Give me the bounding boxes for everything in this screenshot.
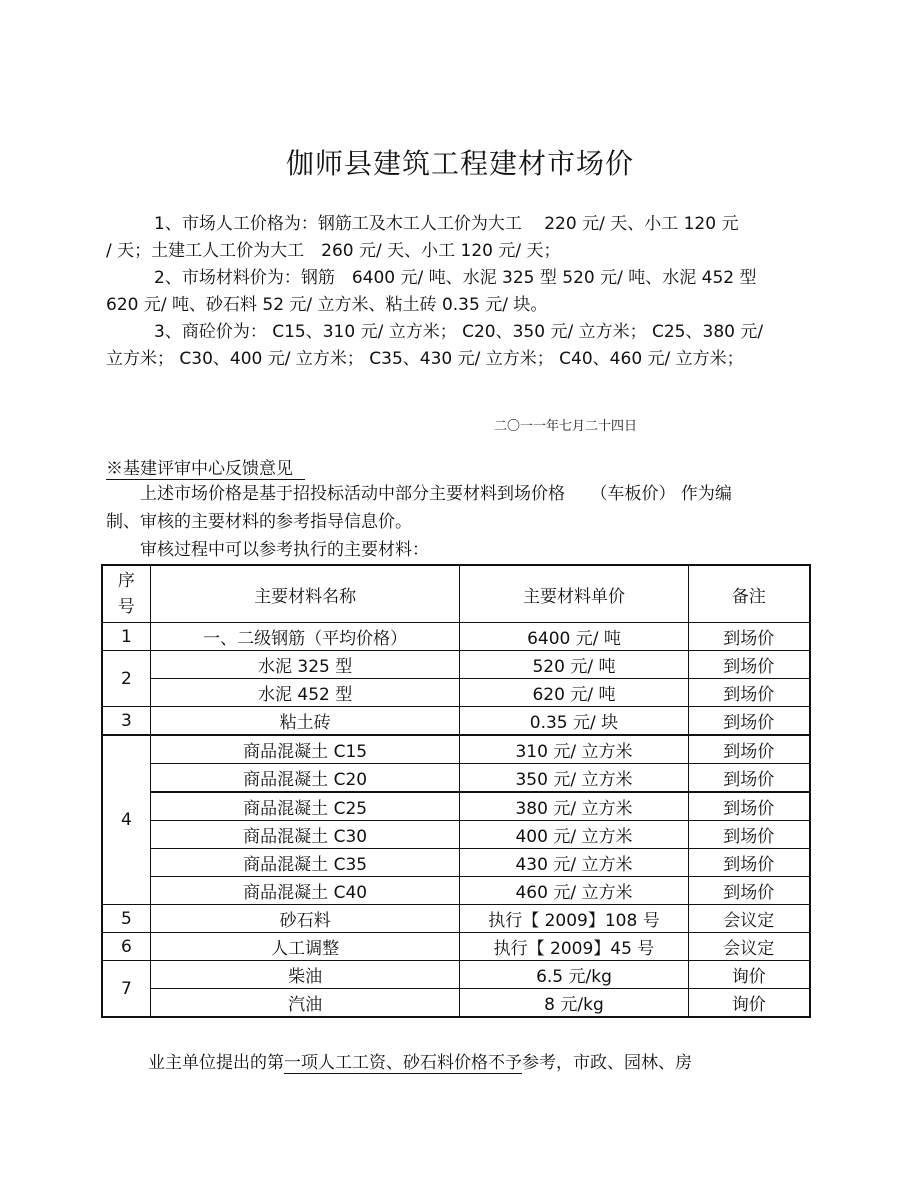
cell-seq: 5 xyxy=(102,905,150,933)
table-row xyxy=(102,764,810,793)
cell-name: 商品混凝土 C35 xyxy=(150,849,460,877)
section-heading-text: ※基建评审中心反馈意见 xyxy=(106,459,305,480)
cell-note: 到场价 xyxy=(688,764,810,793)
cell-name: 商品混凝土 C25 xyxy=(150,792,460,821)
table-row xyxy=(102,707,810,736)
cell-price: 6.5 元/kg xyxy=(460,961,688,989)
cell-note: 询价 xyxy=(688,989,810,1018)
header-seq: 序 号 xyxy=(102,565,150,623)
intro-line-2: 制、审核的主要材料的参考指导信息价。 xyxy=(106,512,412,532)
table-row xyxy=(102,821,810,849)
cell-name: 水泥 325 型 xyxy=(150,651,460,679)
cell-name: 商品混凝土 C30 xyxy=(150,821,460,849)
material-price-line-2: 620 元/ 吨、砂石料 52 元/ 立方米、粘土砖 0.35 元/ 块。 xyxy=(106,295,548,315)
concrete-price-line-2: 立方米； C30、400 元/ 立方米； C35、430 元/ 立方米； C40、460 元/ 立方米； xyxy=(106,349,744,369)
cell-name: 汽油 xyxy=(150,989,460,1018)
cell-price: 8 元/kg xyxy=(460,989,688,1018)
cell-price: 430 元/ 立方米 xyxy=(460,849,688,877)
cell-price: 350 元/ 立方米 xyxy=(460,764,688,793)
table-row xyxy=(102,961,810,989)
cell-price: 0.35 元/ 块 xyxy=(460,707,688,736)
labor-price-line-1: 1、市场人工价格为：钢筋工及木工人工价为大工 220 元/ 天、小工 120 元 xyxy=(154,214,739,234)
intro-line-3: 审核过程中可以参考执行的主要材料： xyxy=(140,540,429,560)
intro-paragraph xyxy=(106,480,826,564)
cell-note: 到场价 xyxy=(688,849,810,877)
cell-note: 到场价 xyxy=(688,735,810,764)
cell-price: 400 元/ 立方米 xyxy=(460,821,688,849)
cell-name: 商品混凝土 C20 xyxy=(150,764,460,793)
cell-name: 商品混凝土 C15 xyxy=(150,735,460,764)
table-row xyxy=(102,849,810,877)
cell-seq: 7 xyxy=(102,961,150,1018)
table-row xyxy=(102,623,810,651)
intro-line-1: 上述市场价格是基于招投标活动中部分主要材料到场价格 （车板价） 作为编 xyxy=(140,484,732,504)
cell-name: 水泥 452 型 xyxy=(150,679,460,707)
cell-note: 会议定 xyxy=(688,905,810,933)
cell-name: 商品混凝土 C40 xyxy=(150,877,460,905)
cell-note: 到场价 xyxy=(688,623,810,651)
labor-price-line-2: / 天；土建工人工价为大工 260 元/ 天、小工 120 元/ 天； xyxy=(106,241,561,261)
table-row xyxy=(102,877,810,905)
cell-seq: 1 xyxy=(102,623,150,651)
cell-seq: 2 xyxy=(102,651,150,707)
header-note: 备注 xyxy=(688,565,810,623)
cell-price: 执行【 2009】45 号 xyxy=(460,933,688,961)
table-row xyxy=(102,651,810,679)
cell-note: 到场价 xyxy=(688,679,810,707)
cell-name: 柴油 xyxy=(150,961,460,989)
cell-price: 310 元/ 立方米 xyxy=(460,735,688,764)
concrete-price-line-1: 3、商砼价为： C15、310 元/ 立方米； C20、350 元/ 立方米； C25、380 元/ xyxy=(154,322,764,342)
cell-name: 人工调整 xyxy=(150,933,460,961)
table-row xyxy=(102,933,810,961)
table-row xyxy=(102,679,810,707)
footer-paragraph xyxy=(148,1048,692,1073)
table-row xyxy=(102,735,810,764)
cell-seq: 3 xyxy=(102,707,150,736)
cell-note: 询价 xyxy=(688,961,810,989)
header-price: 主要材料单价 xyxy=(460,565,688,623)
table-row xyxy=(102,792,810,821)
concrete-price-paragraph xyxy=(106,319,826,373)
cell-name: 砂石料 xyxy=(150,905,460,933)
cell-note: 到场价 xyxy=(688,707,810,736)
header-name: 主要材料名称 xyxy=(150,565,460,623)
footer-text-underlined: 一项人工工资、砂石料价格不予 xyxy=(284,1053,522,1073)
cell-note: 到场价 xyxy=(688,877,810,905)
table-row xyxy=(102,989,810,1018)
table-header-row xyxy=(102,565,810,623)
materials-table xyxy=(101,564,811,1018)
cell-price: 520 元/ 吨 xyxy=(460,651,688,679)
labor-price-paragraph xyxy=(106,211,826,265)
cell-note: 到场价 xyxy=(688,792,810,821)
document-date: 二〇一一年七月二十四日 xyxy=(494,419,638,434)
cell-seq: 4 xyxy=(102,735,150,905)
cell-note: 到场价 xyxy=(688,821,810,849)
material-price-line-1: 2、市场材料价为：钢筋 6400 元/ 吨、水泥 325 型 520 元/ 吨、水泥 452 型 xyxy=(154,268,757,288)
cell-note: 会议定 xyxy=(688,933,810,961)
cell-note: 到场价 xyxy=(688,651,810,679)
cell-price: 6400 元/ 吨 xyxy=(460,623,688,651)
cell-name: 粘土砖 xyxy=(150,707,460,736)
footer-text-pre: 业主单位提出的第 xyxy=(148,1053,284,1073)
page-title: 伽师县建筑工程建材市场价 xyxy=(285,147,634,180)
cell-price: 380 元/ 立方米 xyxy=(460,792,688,821)
cell-price: 执行【 2009】108 号 xyxy=(460,905,688,933)
material-price-paragraph xyxy=(106,265,826,319)
footer-text-post: 参考，市政、园林、房 xyxy=(522,1053,692,1073)
table-row xyxy=(102,905,810,933)
cell-price: 620 元/ 吨 xyxy=(460,679,688,707)
cell-seq: 6 xyxy=(102,933,150,961)
section-heading xyxy=(106,454,305,479)
cell-price: 460 元/ 立方米 xyxy=(460,877,688,905)
cell-name: 一、二级钢筋（平均价格） xyxy=(150,623,460,651)
